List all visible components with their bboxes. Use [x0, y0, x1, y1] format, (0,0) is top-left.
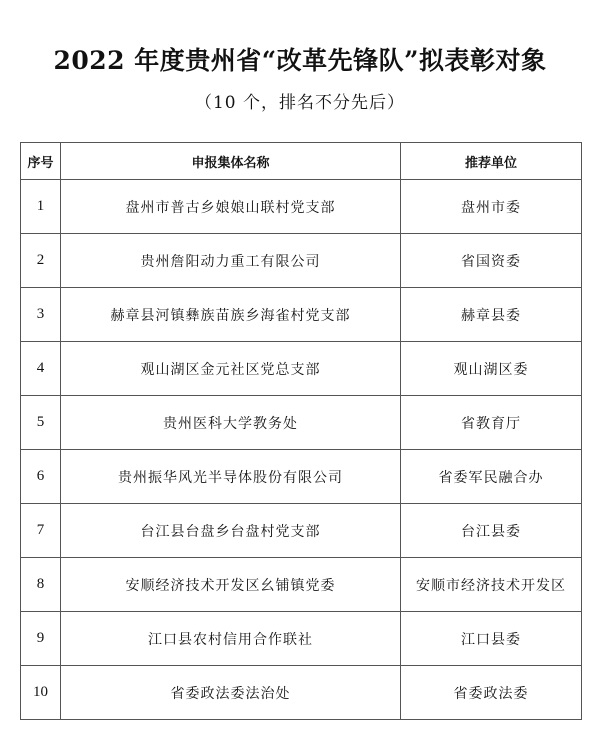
row-number: 7 [21, 504, 61, 558]
table-row [21, 612, 582, 666]
header-collective-name: 申报集体名称 [61, 143, 401, 180]
row-number: 1 [21, 180, 61, 234]
row-number: 2 [21, 234, 61, 288]
table-row [21, 666, 582, 720]
row-number: 5 [21, 396, 61, 450]
table-row [21, 180, 582, 234]
header-serial-number: 序号 [21, 143, 61, 180]
row-recommending-unit: 省委军民融合办 [401, 450, 582, 504]
row-collective-name: 贵州振华风光半导体股份有限公司 [61, 450, 401, 504]
row-recommending-unit: 江口县委 [401, 612, 582, 666]
row-collective-name: 贵州詹阳动力重工有限公司 [61, 234, 401, 288]
page-subtitle: （10 个，排名不分先后） [194, 93, 406, 113]
row-number: 10 [21, 666, 61, 720]
row-number: 9 [21, 612, 61, 666]
table-row [21, 288, 582, 342]
table-row [21, 342, 582, 396]
table-row [21, 558, 582, 612]
row-recommending-unit: 台江县委 [401, 504, 582, 558]
header-recommending-unit: 推荐单位 [401, 143, 582, 180]
row-collective-name: 盘州市普古乡娘娘山联村党支部 [61, 180, 401, 234]
row-recommending-unit: 盘州市委 [401, 180, 582, 234]
row-collective-name: 省委政法委法治处 [61, 666, 401, 720]
row-recommending-unit: 赫章县委 [401, 288, 582, 342]
row-collective-name: 观山湖区金元社区党总支部 [61, 342, 401, 396]
honoree-table [20, 142, 582, 720]
page-title: 2022 年度贵州省“改革先锋队”拟表彰对象 [53, 46, 547, 75]
row-collective-name: 安顺经济技术开发区幺铺镇党委 [61, 558, 401, 612]
table-row [21, 504, 582, 558]
table-row [21, 396, 582, 450]
row-recommending-unit: 省教育厅 [401, 396, 582, 450]
row-number: 4 [21, 342, 61, 396]
row-recommending-unit: 省委政法委 [401, 666, 582, 720]
row-recommending-unit: 省国资委 [401, 234, 582, 288]
row-number: 8 [21, 558, 61, 612]
row-collective-name: 台江县台盘乡台盘村党支部 [61, 504, 401, 558]
row-collective-name: 江口县农村信用合作联社 [61, 612, 401, 666]
row-collective-name: 赫章县河镇彝族苗族乡海雀村党支部 [61, 288, 401, 342]
row-collective-name: 贵州医科大学教务处 [61, 396, 401, 450]
table-header-row [21, 143, 582, 180]
row-recommending-unit: 观山湖区委 [401, 342, 582, 396]
row-number: 3 [21, 288, 61, 342]
row-number: 6 [21, 450, 61, 504]
table-row [21, 450, 582, 504]
row-recommending-unit: 安顺市经济技术开发区 [401, 558, 582, 612]
table-row [21, 234, 582, 288]
